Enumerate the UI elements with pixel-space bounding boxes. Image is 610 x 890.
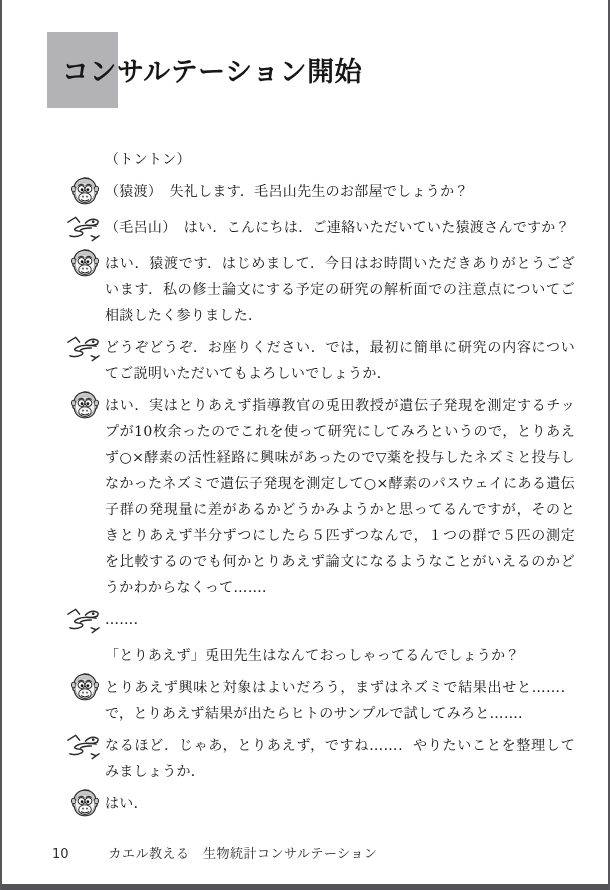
speech-row (64, 179, 575, 209)
speech-text: 「とりあえず」兎田先生はなんておっしゃってるんでしょうか？ (105, 648, 520, 664)
page-number: 10 (52, 847, 69, 862)
frog-icon (64, 732, 101, 762)
speaker-icon-cell (64, 791, 105, 821)
dialogue (2, 147, 608, 821)
speaker-icon-cell (64, 179, 105, 209)
page-footer (52, 843, 377, 862)
speech-text: はい．実はとりあえず指導教官の兎田教授が遺伝子発現を測定するチップが10枚余ったのでこれを使って研究にしてみろというので，とりあえず○×酵素の活性経路に興味があったので▽薬を投与したネズミと投与しなかったネズミで遺伝子発現を測定して○×酵素のパスウェイにある遺伝子群の発現量に差があるかどうかみようかと思ってるんですが，そのときとりあえず半分ずつにしたら５匹ずつなんで，１つの群で５匹の測定を比較するのでも何かとりあえず論文になるようなことがいえるのかどうかわからなくって……． (105, 398, 575, 596)
monkey-face-icon (70, 248, 100, 278)
speech-row (64, 643, 575, 669)
speech-row (64, 675, 575, 727)
speaker-icon-cell (64, 643, 105, 644)
speech-row (64, 733, 575, 785)
speech-row (64, 607, 575, 637)
speaker-icon-cell (64, 393, 105, 423)
speech-text: なるほど．じゃあ，とりあえず，ですね……．やりたいことを整理してみましょうか． (105, 738, 575, 780)
speech-text: はい． (105, 796, 148, 812)
frog-icon (64, 334, 101, 364)
speaker-icon-cell (64, 733, 105, 763)
speech-text: とりあえず興味と対象はよいだろう，まずはネズミで結果出せと……．で，とりあえず結果が出たらヒトのサンプルで試してみろと……． (105, 680, 575, 722)
frog-icon (64, 606, 101, 636)
speech-text: （毛呂山） はい．こんにちは．ご連絡いただいていた猿渡さんですか？ (105, 220, 570, 236)
speech-text: （トントン） (105, 152, 191, 168)
speaker-icon-cell (64, 675, 105, 705)
speech-text: どうぞどうぞ．お座りください．では，最初に簡単に研究の内容についてご説明いただいてもよろしいでしょうか． (105, 340, 575, 382)
chapter-title: コンサルテーション開始 (62, 57, 363, 88)
speech-row (64, 393, 575, 601)
speaker-icon-cell (64, 335, 105, 365)
speech-text: ……． (105, 612, 148, 628)
speech-row (64, 791, 575, 821)
speaker-icon-cell (64, 147, 105, 148)
chapter-header (2, 0, 608, 108)
speaker-icon-cell (64, 215, 105, 245)
speaker-icon-cell (64, 607, 105, 637)
running-title: カエル教える 生物統計コンサルテーション (108, 847, 378, 862)
monkey-face-icon (70, 390, 100, 420)
monkey-face-icon (70, 176, 100, 206)
speech-text: はい．猿渡です．はじめまして．今日はお時間いただきありがとうございます．私の修士論文にする予定の研究の解析面での注意点についてご相談したく参りました． (105, 256, 575, 324)
page-bottom-edge (0, 884, 610, 890)
speaker-icon-cell (64, 251, 105, 281)
speech-row (64, 147, 575, 173)
monkey-face-icon (70, 672, 100, 702)
frog-icon (64, 214, 101, 244)
speech-row (64, 215, 575, 245)
speech-text: （猿渡） 失礼します．毛呂山先生のお部屋でしょうか？ (105, 184, 469, 200)
speech-row (64, 335, 575, 387)
speech-row (64, 251, 575, 329)
monkey-face-icon (70, 788, 100, 818)
